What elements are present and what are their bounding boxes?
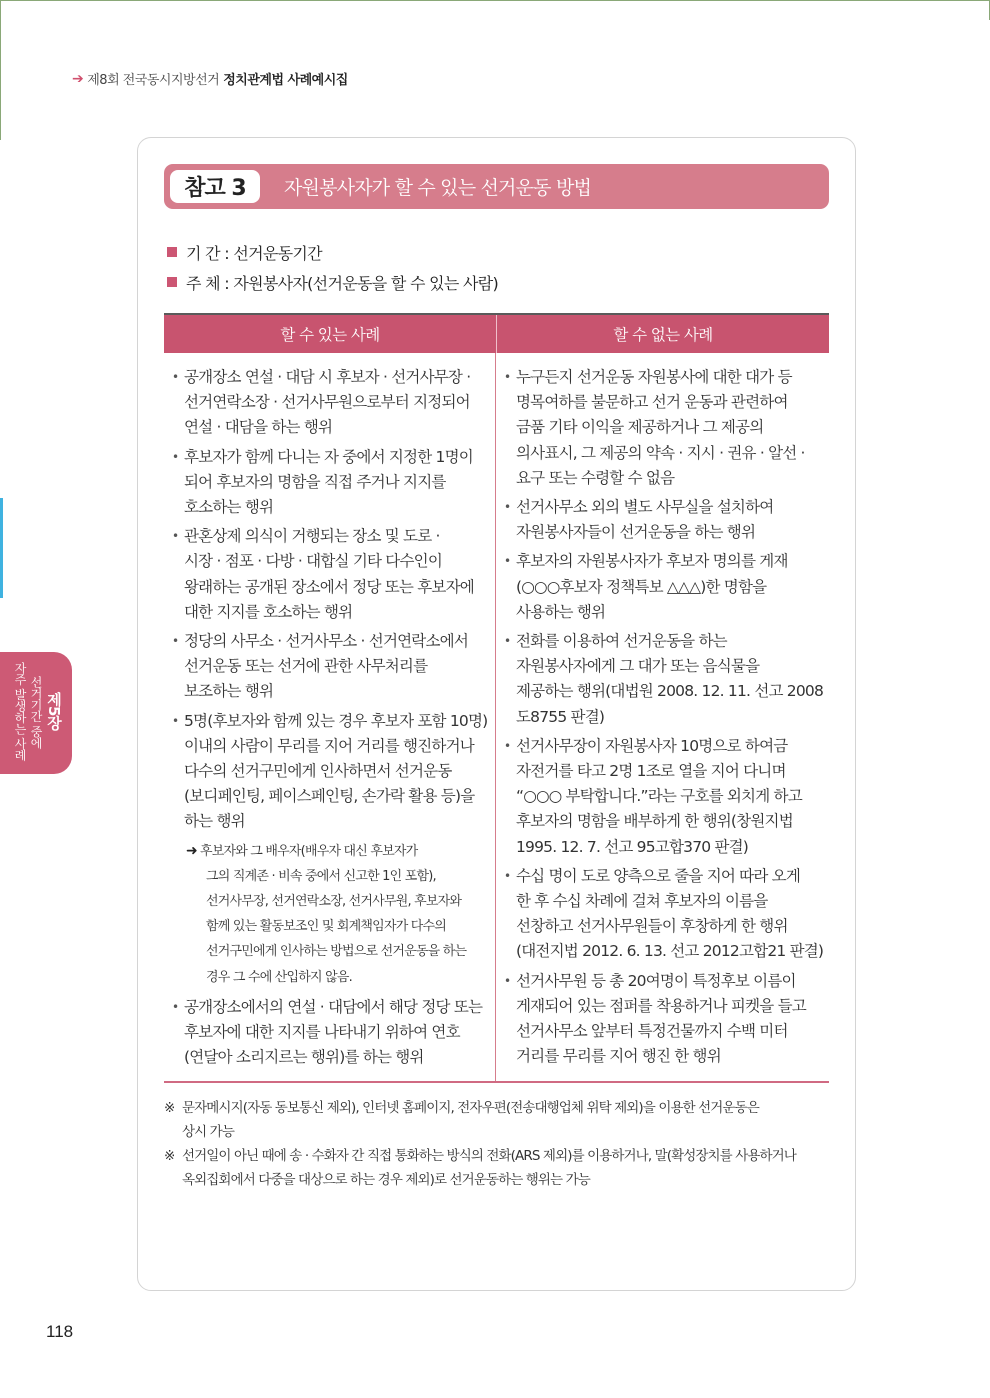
info-subject-text: 주 체 : 자원봉사자(선거운동을 할 수 있는 사람)	[186, 273, 499, 293]
table-bottom-rule	[164, 1081, 829, 1083]
allowed-item: • 공개장소 연설 · 대담 시 후보자 · 선거사무장 · 선거연락소장 · 선거사무원으로부터 지정되어 연설 · 대담을 하는 행위	[172, 365, 494, 441]
allowed-item: • 5명(후보자와 함께 있는 경우 후보자 포함 10명) 이내의 사람이 무리를 지어 거리를 행진하거나 다수의 선거구민에게 인사하면서 선거운동 (보디페인팅, 페이스페인팅, 손가락 활용 등)을 하는 행위	[172, 709, 494, 835]
footnote: ※ 선거일이 아닌 때에 송 · 수화자 간 직접 통화하는 방식의 전화(ARS 제외)를 이용하거나, 말(확성장치를 사용하거나 옥외집회에서 다중을 대상으로 하는 경우 제외)로 선거운동하는 행위는 가능	[164, 1145, 834, 1192]
section-title-bar	[164, 164, 829, 209]
info-list	[167, 237, 498, 297]
prohibited-item: • 후보자의 자원봉사자가 후보자 명의를 게재 (○○○후보자 정책특보 △△△)한 명함을 사용하는 행위	[504, 549, 826, 625]
arrow-right-icon: ➔	[72, 70, 84, 87]
page-number: 118	[46, 1322, 74, 1341]
prohibited-column	[504, 365, 826, 1073]
prohibited-item: • 누구든지 선거운동 자원봉사에 대한 대가 등 명목여하를 불문하고 선거 운동과 관련하여 금품 기타 이익을 제공하거나 그 제공의 의사표시, 그 제공의 약속 · 지시 · 권유 · 알선 · 요구 또는 수령할 수 없음	[504, 365, 826, 491]
arrow-right-icon: ➜	[186, 842, 197, 859]
header-allowed: 할 수 있는 사례	[280, 326, 380, 344]
chapter-subtitle-1: 선거기간 중에	[29, 676, 43, 749]
column-divider	[495, 353, 496, 1081]
prohibited-item: • 전화를 이용하여 선거운동을 하는 자원봉사자에게 그 대가 또는 음식물을 제공하는 행위(대법원 2008. 12. 11. 선고 2008 도8755 판결)	[504, 629, 826, 730]
chapter-tab[interactable]	[0, 652, 72, 774]
reference-mark-icon: ※	[164, 1100, 175, 1116]
cases-table	[164, 313, 829, 1083]
table-header-row	[164, 313, 829, 353]
allowed-column	[172, 365, 494, 1074]
section-title: 자원봉사자가 할 수 있는 선거운동 방법	[284, 177, 592, 199]
allowed-item: • 관혼상제 의식이 거행되는 장소 및 도로 · 시장 · 점포 · 다방 · 대합실 기타 다수인이 왕래하는 공개된 장소에서 정당 또는 후보자에 대한 지지를 호소하는 행위	[172, 524, 494, 625]
header-prefix: 제8회 전국동시지방선거	[87, 73, 220, 88]
info-subject	[167, 267, 498, 297]
prohibited-item: • 선거사무원 등 총 20여명이 특정후보 이름이 게재되어 있는 점퍼를 착용하거나 피켓을 들고 선거사무소 앞부터 특정건물까지 수백 미터 거리를 무리를 지어 행진 한 행위	[504, 969, 826, 1070]
prohibited-item: • 선거사무장이 자원봉사자 10명으로 하여금 자전거를 타고 2명 1조로 열을 지어 다니며 “○○○ 부탁합니다.”라는 구호를 외치게 하고 후보자의 명함을 배부하게 한 행위(창원지법 1995. 12. 7. 선고 95고합370 판결)	[504, 734, 826, 860]
page-edge-left	[0, 0, 1, 140]
page-edge-top	[0, 0, 990, 1]
header-prohibited: 할 수 없는 사례	[496, 315, 829, 353]
square-bullet-icon	[167, 247, 177, 257]
allowed-item: • 후보자가 함께 다니는 자 중에서 지정한 1명이 되어 후보자의 명함을 직접 주거나 지지를 호소하는 행위	[172, 445, 494, 521]
allowed-item: • 공개장소에서의 연설 · 대담에서 해당 정당 또는 후보자에 대한 지지를 나타내기 위하여 연호 (연달아 소리지르는 행위)를 하는 행위	[172, 995, 494, 1071]
info-period	[167, 237, 498, 267]
prohibited-item: • 수십 명이 도로 양측으로 줄을 지어 따라 오게 한 후 수십 차례에 걸쳐 후보자의 이름을 선창하고 선거사무원들이 후창하게 한 행위 (대전지법 2012. 6. 13. 선고 2012고합21 판결)	[504, 864, 826, 965]
footnotes	[164, 1097, 834, 1193]
header-title: 정치관계법 사례예시집	[223, 73, 348, 88]
chapter-number: 제5장	[45, 692, 63, 730]
running-header	[72, 69, 348, 88]
section-badge: 참고 3	[170, 170, 260, 203]
allowed-note: ➜ 후보자와 그 배우자(배우자 대신 후보자가 그의 직계존 · 비속 중에서 신고한 1인 포함), 선거사무장, 선거연락소장, 선거사무원, 후보자와 함께 있는 활동보조인 및 회계책임자가 다수의 선거구민에게 인사하는 방법으로 선거운동을 하는 경우 그 수에 산입하지 않음.	[186, 842, 467, 985]
reference-mark-icon: ※	[164, 1148, 175, 1164]
prohibited-item: • 선거사무소 외의 별도 사무실을 설치하여 자원봉사자들이 선거운동을 하는 행위	[504, 495, 826, 545]
allowed-item: • 정당의 사무소 · 선거사무소 · 선거연락소에서 선거운동 또는 선거에 관한 사무처리를 보조하는 행위	[172, 629, 494, 705]
footnote: ※ 문자메시지(자동 동보통신 제외), 인터넷 홈페이지, 전자우편(전송대행업체 위탁 제외)을 이용한 선거운동은 상시 가능	[164, 1097, 834, 1144]
square-bullet-icon	[167, 277, 177, 287]
chapter-subtitle-2: 자주 발생하는 사례	[13, 662, 27, 761]
info-period-text: 기 간 : 선거운동기간	[186, 243, 322, 263]
side-accent-bar	[0, 498, 3, 598]
